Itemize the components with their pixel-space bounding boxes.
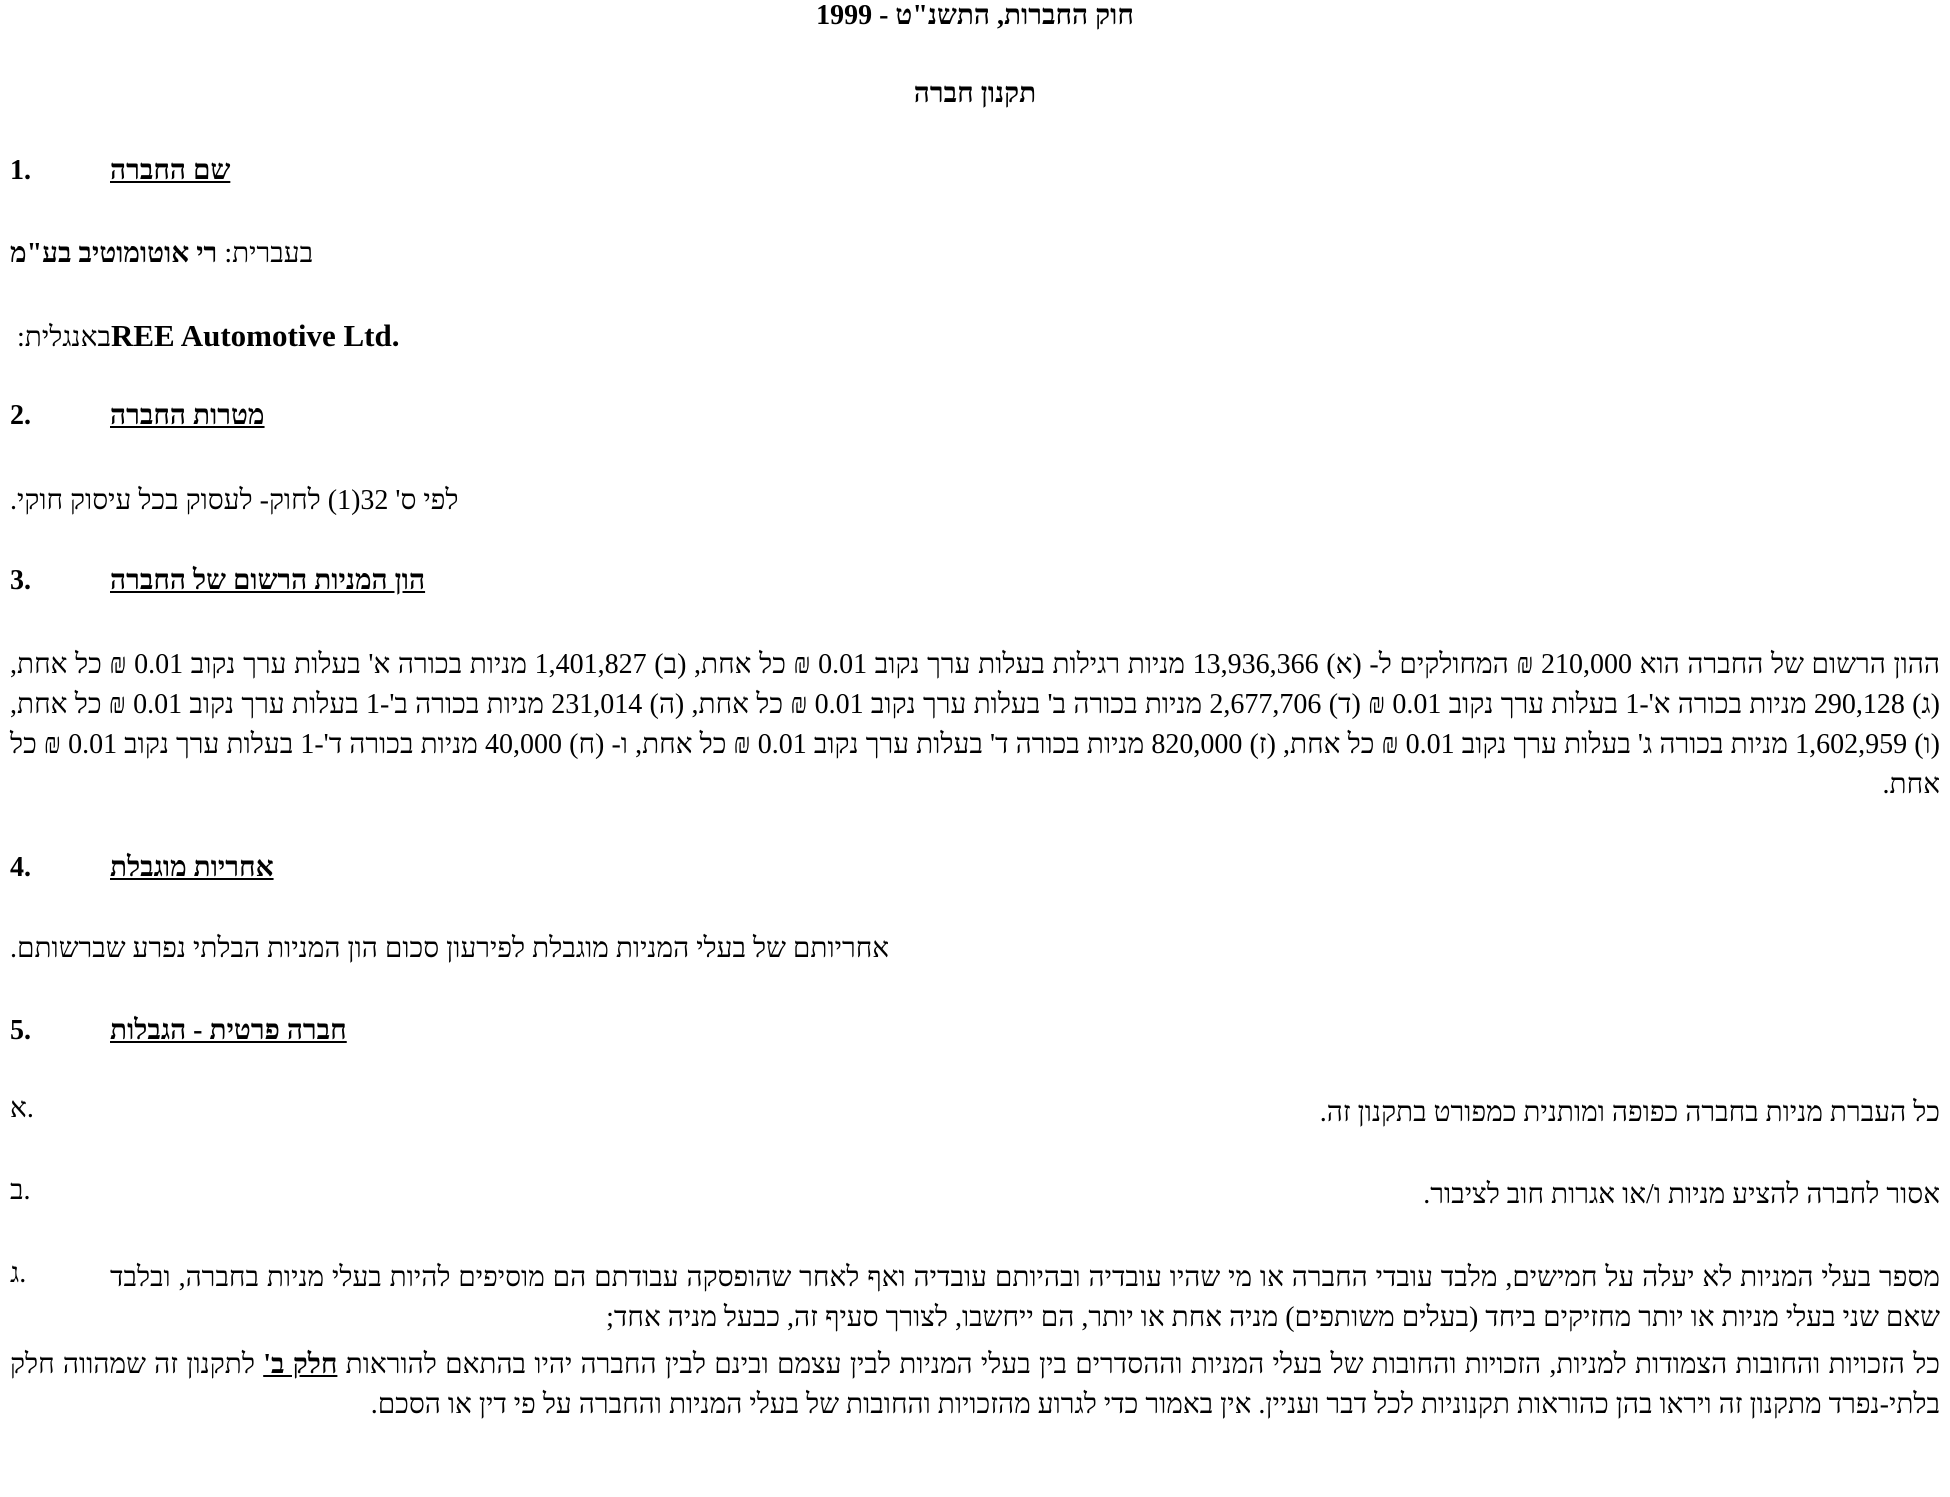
section-1-heading xyxy=(10,155,230,187)
section-2-heading xyxy=(10,400,265,432)
english-name-label: באנגלית: xyxy=(10,322,111,353)
section-number: 5. xyxy=(10,1015,31,1046)
section-3-text: ההון הרשום של החברה הוא 210,000 ₪ המחולקים ל- (א) 13,936,366 מניות רגילות בעלות ערך נקוב 0.01 ₪ כל אחת, (ב) 1,401,827 מניות בכורה א' בעלות ערך נקוב 0.01 ₪ כל אחת, (ג) 290,128 מניות בכורה א'-1 בעלות ערך נקוב 0.01 ₪ (ד) 2,677,706 מניות בכורה ב' בעלות ערך נקוב 0.01 ₪ כל אחת, (ה) 231,014 מניות בכורה ב'-1 בעלות ערך נקוב 0.01 ₪ כל אחת, (ו) 1,602,959 מניות בכורה ג' בעלות ערך נקוב 0.01 ₪ כל אחת, (ז) 820,000 מניות בכורה ד' בעלות ערך נקוב 0.01 ₪ כל אחת, ו- (ח) 40,000 מניות בכורה ד'-1 בעלות ערך נקוב 0.01 ₪ כל אחת. xyxy=(10,649,1941,800)
section-4-heading xyxy=(10,852,274,884)
item-letter: ג. xyxy=(10,1258,27,1289)
part-reference: חלק ב' xyxy=(263,1349,338,1380)
section-title: מטרות החברה xyxy=(110,400,265,431)
closing-text-end: לתקנון זה שמהווה חלק בלתי-נפרד מתקנון זה ויראו בהן כהוראות תקנוניות לכל דבר ועניין. אין באמור כדי לגרוע מהזכויות והחובות של בעלי המניות והחברה על פי דין או הסכם. xyxy=(10,1349,1940,1420)
list-item xyxy=(10,1175,1940,1215)
item-text: כל העברת מניות בחברה כפופה ומותנית כמפורט בתקנון זה. xyxy=(1319,1097,1940,1128)
section-number: 2. xyxy=(10,400,31,431)
section-number: 3. xyxy=(10,565,31,596)
section-2-text: לפי ס' 32(1) לחוק- לעסוק בכל עיסוק חוקי. xyxy=(10,485,459,516)
hebrew-company-name: רי אוטומוטיב בע"מ xyxy=(10,238,218,269)
section-5-heading xyxy=(10,1015,347,1047)
english-name-line xyxy=(10,318,399,354)
item-letter: ב. xyxy=(10,1175,31,1206)
section-4-text: אחריותם של בעלי המניות מוגבלת לפירעון סכום הון המניות הבלתי נפרע שברשותם. xyxy=(10,933,890,964)
list-item xyxy=(10,1258,1940,1338)
closing-paragraph xyxy=(10,1345,1940,1425)
item-letter: א. xyxy=(10,1093,34,1124)
section-number: 1. xyxy=(10,155,31,186)
section-number: 4. xyxy=(10,852,31,883)
section-title: חברה פרטית - הגבלות xyxy=(110,1015,347,1046)
item-text: אסור לחברה להציע מניות ו/או אגרות חוב לציבור. xyxy=(1423,1179,1940,1210)
list-item xyxy=(10,1093,1940,1133)
hebrew-name-line xyxy=(10,238,313,270)
law-title: חוק החברות, התשנ"ט - 1999 xyxy=(816,0,1134,31)
document-title: תקנון חברה xyxy=(913,78,1037,109)
section-title: הון המניות הרשום של החברה xyxy=(110,565,426,596)
closing-text-start: כל הזכויות והחובות הצמודות למניות, הזכויות והחובות של בעלי המניות וההסדרים בין בעלי המניות לבין עצמם ובינם לבין החברה יהיו בהתאם להוראות xyxy=(337,1349,1940,1380)
section-3-heading xyxy=(10,565,425,597)
english-company-name: REE Automotive Ltd. xyxy=(110,318,400,353)
item-text: מספר בעלי המניות לא יעלה על חמישים, מלבד עובדי החברה או מי שהיו עובדיה ובהיותם עובדיה ואף לאחר שהופסקה עבודתם הם מוסיפים להיות בעלי מניות בחברה, ובלבד שאם שני בעלי מניות או יותר מחזיקים ביחד (בעלים משותפים) מניה אחת או יותר, הם ייחשבו, לצורך סעיף זה, כבעל מניה אחד; xyxy=(110,1262,1940,1333)
hebrew-name-label: בעברית: xyxy=(217,238,314,269)
section-title: אחריות מוגבלת xyxy=(110,852,274,883)
section-title: שם החברה xyxy=(110,155,231,186)
